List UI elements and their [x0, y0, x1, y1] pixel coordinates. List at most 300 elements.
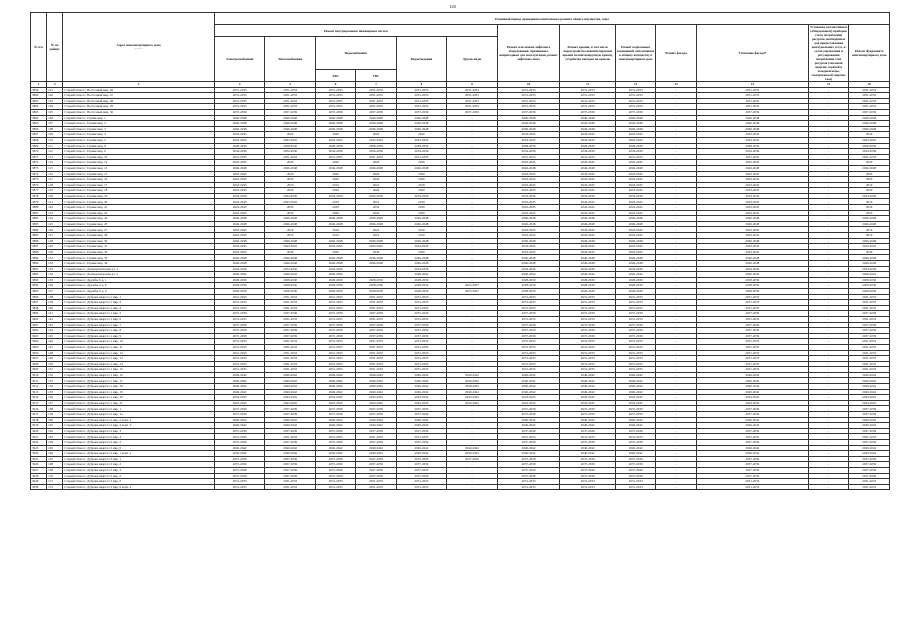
heat-period: 2030 — [265, 249, 316, 255]
hvs-period: 2037-2039 — [315, 333, 355, 339]
address: Старый Оскол г, Восточный мкр, 46 — [63, 87, 215, 93]
facade-period: 2031-2033 — [615, 93, 655, 99]
roof-period: 2046-2048 — [497, 165, 560, 171]
foundation-period: - — [808, 423, 848, 429]
drainage-period: 2043-2045 — [396, 137, 447, 143]
other-period: 2037-2039 — [849, 412, 890, 418]
gvs-period: 2019 — [356, 227, 396, 233]
address: Старый Оскол г, Дубрава квартал 1 мкр, 7 — [63, 322, 215, 328]
elevator-period: - — [447, 193, 498, 199]
area-number: 161 — [47, 423, 63, 429]
hvs-period: 2037-2039 — [315, 412, 355, 418]
address: Старый Оскол г, Горняк мкр, 10 — [63, 154, 215, 160]
drainage-period: 2028-2030 — [396, 143, 447, 149]
area-number: 149 — [47, 356, 63, 362]
electricity-period: 2043-2045 — [214, 249, 265, 255]
elevator-period: - — [447, 344, 498, 350]
meters-period: 2040-2042 — [696, 451, 808, 457]
roof-period: 2046-2048 — [497, 115, 560, 121]
area-number: 155 — [47, 389, 63, 395]
basement-period: 2046-2048 — [560, 216, 616, 222]
facade-insulation-period: - — [656, 305, 696, 311]
address: Старый Оскол г, Демократическая ул, 3 — [63, 266, 215, 272]
address: Старый Оскол г, Дружбы б-р, 9 — [63, 288, 215, 294]
heat-period: 2031-2033 — [265, 98, 316, 104]
gvs-period: 2034-2036 — [356, 193, 396, 199]
other-period: 2031-2033 — [849, 305, 890, 311]
drainage-period: 2020 — [396, 177, 447, 183]
roof-period: 2031-2033 — [497, 300, 560, 306]
heat-period: 2031-2033 — [265, 344, 316, 350]
other-period: 2043-2045 — [849, 395, 890, 401]
facade-insulation-period: - — [656, 272, 696, 278]
roof-period: 2037-2039 — [497, 109, 560, 115]
elevator-period: - — [447, 126, 498, 132]
elevator-period: - — [447, 311, 498, 317]
roof-period: 2043-2045 — [497, 132, 560, 138]
address: Старый Оскол г, Дубрава квартал 1 мкр, 20 — [63, 395, 215, 401]
roof-period: 2031-2033 — [497, 479, 560, 485]
foundation-period: - — [808, 462, 848, 468]
meters-period: 2037-2039 — [696, 467, 808, 473]
row-number: 3913 — [31, 389, 47, 395]
heat-period: 2019 — [265, 182, 316, 188]
other-period: 2031-2033 — [849, 361, 890, 367]
foundation-period: - — [808, 87, 848, 93]
hvs-period: 2020 — [315, 177, 355, 183]
header-facade: Ремонт фасада — [656, 25, 696, 82]
facade-insulation-period: - — [656, 456, 696, 462]
roof-period: 2028-2030 — [497, 277, 560, 283]
meters-period: 2040-2042 — [696, 389, 808, 395]
meters-period: 2043-2045 — [696, 188, 808, 194]
meters-period: 2043-2045 — [696, 400, 808, 406]
facade-insulation-period: - — [656, 221, 696, 227]
drainage-period: 2019 — [396, 227, 447, 233]
basement-period: 2037-2039 — [560, 406, 616, 412]
other-period: 2046-2048 — [849, 165, 890, 171]
foundation-period: - — [808, 283, 848, 289]
gvs-period: 2019 — [356, 182, 396, 188]
elevator-period: - — [447, 339, 498, 345]
hvs-period: 2040-2042 — [315, 384, 355, 390]
meters-period: 2043-2045 — [696, 244, 808, 250]
facade-insulation-period: - — [656, 300, 696, 306]
other-period: 2031-2033 — [849, 484, 890, 490]
hvs-period: 2043-2045 — [315, 137, 355, 143]
basement-period: 2031-2033 — [560, 350, 616, 356]
row-number: 3874 — [31, 171, 47, 177]
roof-period: 2037-2039 — [497, 467, 560, 473]
row-number: 3882 — [31, 216, 47, 222]
facade-insulation-period: - — [656, 356, 696, 362]
basement-period: 2037-2039 — [560, 311, 616, 317]
column-number: 16 — [849, 82, 890, 88]
facade-insulation-period: - — [656, 165, 696, 171]
gvs-period: 2031-2033 — [356, 434, 396, 440]
electricity-period: 2031-2033 — [214, 344, 265, 350]
facade-period: 2031-2033 — [615, 339, 655, 345]
hvs-period: 2034-2036 — [315, 193, 355, 199]
drainage-period: 2046-2048 — [396, 121, 447, 127]
facade-period: 2040-2042 — [615, 372, 655, 378]
facade-period: 2034-2036 — [615, 193, 655, 199]
roof-period: 2046-2048 — [497, 121, 560, 127]
heat-period: 2031-2033 — [265, 479, 316, 485]
basement-period: 2046-2048 — [560, 126, 616, 132]
other-period: 2037-2039 — [849, 456, 890, 462]
gvs-period: 2031-2033 — [356, 367, 396, 373]
elevator-period: - — [447, 412, 498, 418]
row-number: 3904 — [31, 339, 47, 345]
row-number: 3919 — [31, 423, 47, 429]
gvs-period: 2031-2033 — [356, 305, 396, 311]
meters-period: 2040-2042 — [696, 272, 808, 278]
heat-period: 2046-2048 — [265, 221, 316, 227]
other-period: 2040-2042 — [849, 423, 890, 429]
basement-period: 2043-2045 — [560, 205, 616, 211]
meters-period: 2031-2033 — [696, 350, 808, 356]
area-number: 112 — [47, 149, 63, 155]
facade-insulation-period: - — [656, 311, 696, 317]
heat-period: 2043-2045 — [265, 400, 316, 406]
header-address — [63, 13, 215, 82]
meters-period: 2031-2033 — [696, 479, 808, 485]
elevator-period: - — [447, 484, 498, 490]
other-period: 2037-2039 — [849, 328, 890, 334]
gvs-period: 2019 — [356, 233, 396, 239]
heat-period: 2040-2042 — [265, 423, 316, 429]
address: Старый Оскол г, Восточный мкр, 47 — [63, 93, 215, 99]
facade-insulation-period: - — [656, 423, 696, 429]
foundation-period: - — [808, 205, 848, 211]
gvs-period: 2037-2039 — [356, 456, 396, 462]
drainage-period: 2031-2033 — [396, 316, 447, 322]
address: Старый Оскол г, Дубрава квартал 1 мкр, 5 — [63, 311, 215, 317]
electricity-period: 2028-2030 — [214, 288, 265, 294]
other-period: 2019 — [849, 199, 890, 205]
elevator-period: - — [447, 423, 498, 429]
basement-period: 2043-2045 — [560, 233, 616, 239]
area-number: 143 — [47, 322, 63, 328]
meters-period: 2028-2030 — [696, 277, 808, 283]
gvs-period: 2037-2039 — [356, 473, 396, 479]
heat-period: 2031-2033 — [265, 87, 316, 93]
elevator-period: - — [447, 188, 498, 194]
other-period: 2040-2042 — [849, 445, 890, 451]
basement-period: 2043-2045 — [560, 177, 616, 183]
facade-period: 2031-2033 — [615, 361, 655, 367]
row-number: 3891 — [31, 266, 47, 272]
area-number: 103 — [47, 98, 63, 104]
meters-period: 2031-2033 — [696, 154, 808, 160]
heat-period: 2028-2030 — [265, 143, 316, 149]
elevator-period: - — [447, 434, 498, 440]
other-period: 2040-2042 — [849, 417, 890, 423]
facade-insulation-period: - — [656, 462, 696, 468]
gvs-period: 2020 — [356, 171, 396, 177]
area-number: 105 — [47, 109, 63, 115]
address: Старый Оскол г, Дубрава квартал 2 мкр, 2 корп. б — [63, 423, 215, 429]
elevator-period: 2040-2042 — [447, 389, 498, 395]
area-number: 113 — [47, 154, 63, 160]
elevator-period: - — [447, 154, 498, 160]
drainage-period: 2031-2033 — [396, 300, 447, 306]
column-number: 13 — [656, 82, 696, 88]
hvs-period: 2028-2030 — [315, 283, 355, 289]
elevator-period: - — [447, 143, 498, 149]
gvs-period: 2040-2042 — [356, 417, 396, 423]
basement-period: 2043-2045 — [560, 182, 616, 188]
roof-period: 2040-2042 — [497, 389, 560, 395]
foundation-period: - — [808, 249, 848, 255]
address: Старый Оскол г, Горняк мкр, 33 — [63, 255, 215, 261]
facade-period: 2046-2048 — [615, 216, 655, 222]
hvs-period: 2019 — [315, 227, 355, 233]
row-number: 3901 — [31, 322, 47, 328]
other-period: 2040-2042 — [849, 384, 890, 390]
gvs-period: 2040-2042 — [356, 451, 396, 457]
other-period: 2019 — [849, 182, 890, 188]
meters-period: 2031-2033 — [696, 104, 808, 110]
row-number: 3908 — [31, 361, 47, 367]
basement-period: 2037-2039 — [560, 322, 616, 328]
foundation-period: - — [808, 378, 848, 384]
heat-period: 2020 — [265, 177, 316, 183]
area-number: 172 — [47, 484, 63, 490]
drainage-period: 2037-2039 — [396, 467, 447, 473]
address: Старый Оскол г, Горняк мкр, 20 — [63, 199, 215, 205]
row-number: 3887 — [31, 244, 47, 250]
roof-period: 2046-2048 — [497, 238, 560, 244]
elevator-period: - — [447, 132, 498, 138]
foundation-period: - — [808, 350, 848, 356]
facade-period: 2043-2045 — [615, 205, 655, 211]
gvs-period: 2031-2033 — [356, 98, 396, 104]
basement-period: 2040-2042 — [560, 372, 616, 378]
facade-insulation-period: - — [656, 171, 696, 177]
hvs-period: 2028-2030 — [315, 277, 355, 283]
facade-period: 2040-2042 — [615, 417, 655, 423]
area-number: 147 — [47, 344, 63, 350]
roof-period: 2043-2045 — [497, 177, 560, 183]
row-number: 3926 — [31, 462, 47, 468]
area-number: 127 — [47, 233, 63, 239]
facade-insulation-period: - — [656, 445, 696, 451]
roof-period: 2028-2030 — [497, 288, 560, 294]
roof-period: 2037-2039 — [497, 428, 560, 434]
meters-period: 2037-2039 — [696, 322, 808, 328]
roof-period: 2043-2045 — [497, 171, 560, 177]
facade-insulation-period: - — [656, 339, 696, 345]
basement-period: 2037-2039 — [560, 109, 616, 115]
address: Старый Оскол г, Дубрава квартал 1 мкр, 6 — [63, 316, 215, 322]
drainage-period: 2040-2042 — [396, 445, 447, 451]
basement-period: 2031-2033 — [560, 98, 616, 104]
area-number: 167 — [47, 456, 63, 462]
foundation-period: - — [808, 445, 848, 451]
foundation-period: - — [808, 266, 848, 272]
meters-period: 2043-2045 — [696, 205, 808, 211]
basement-period: 2046-2048 — [560, 255, 616, 261]
area-number: 139 — [47, 300, 63, 306]
hvs-period: 2043-2045 — [315, 400, 355, 406]
foundation-period: - — [808, 188, 848, 194]
gvs-period: 2031-2033 — [356, 87, 396, 93]
facade-period: 2037-2039 — [615, 456, 655, 462]
area-number: 151 — [47, 367, 63, 373]
drainage-period: 2043-2045 — [396, 400, 447, 406]
drainage-period: 2031-2033 — [396, 434, 447, 440]
area-number: 168 — [47, 462, 63, 468]
other-period: 2046-2048 — [849, 221, 890, 227]
column-number: 9 — [447, 82, 498, 88]
basement-period: 2031-2033 — [560, 104, 616, 110]
header-address-sub: дом уст — [134, 47, 143, 50]
row-number: 3902 — [31, 328, 47, 334]
facade-period: 2043-2045 — [615, 171, 655, 177]
meters-period: 2031-2033 — [696, 367, 808, 373]
roof-period: 2031-2033 — [497, 93, 560, 99]
area-number: 132 — [47, 261, 63, 267]
address: Старый Оскол г, Дружбы б-р, 8 — [63, 283, 215, 289]
gvs-period: 2031-2033 — [356, 350, 396, 356]
meters-period: 2028-2030 — [696, 283, 808, 289]
foundation-period: - — [808, 467, 848, 473]
meters-period: 2037-2039 — [696, 328, 808, 334]
foundation-period: - — [808, 132, 848, 138]
other-period: 2034-2036 — [849, 266, 890, 272]
basement-period: 2043-2045 — [560, 400, 616, 406]
address: Старый Оскол г, Дубрава квартал 3 мкр, 6 — [63, 479, 215, 485]
meters-period: 2037-2039 — [696, 462, 808, 468]
electricity-period: 2040-2042 — [214, 378, 265, 384]
heat-period: 2028-2030 — [265, 283, 316, 289]
meters-period: 2046-2048 — [696, 126, 808, 132]
gvs-period: 2040-2042 — [356, 445, 396, 451]
row-number: 3886 — [31, 238, 47, 244]
facade-period: 2031-2033 — [615, 87, 655, 93]
facade-period: 2037-2039 — [615, 333, 655, 339]
drainage-period: 2037-2039 — [396, 440, 447, 446]
hvs-period: 2037-2039 — [315, 311, 355, 317]
row-number: 3890 — [31, 261, 47, 267]
area-number: 169 — [47, 467, 63, 473]
electricity-period: 2046-2048 — [214, 165, 265, 171]
heat-period: 2037-2039 — [265, 333, 316, 339]
facade-period: 2046-2048 — [615, 238, 655, 244]
address: Старый Оскол г, Горняк мкр, 3 — [63, 126, 215, 132]
meters-period: 2040-2042 — [696, 445, 808, 451]
elevator-period: - — [447, 277, 498, 283]
gvs-period: 2031-2033 — [356, 294, 396, 300]
facade-period: 2040-2042 — [615, 389, 655, 395]
table-header — [31, 13, 890, 88]
elevator-period: 2031-2033 — [447, 104, 498, 110]
foundation-period: - — [808, 255, 848, 261]
meters-period: 2034-2036 — [696, 266, 808, 272]
facade-insulation-period: - — [656, 395, 696, 401]
area-number: 101 — [47, 87, 63, 93]
foundation-period: - — [808, 417, 848, 423]
meters-period: 2046-2048 — [696, 165, 808, 171]
row-number: 3881 — [31, 210, 47, 216]
electricity-period: 2037-2039 — [214, 109, 265, 115]
electricity-period: 2031-2033 — [214, 339, 265, 345]
electricity-period: 2040-2042 — [214, 372, 265, 378]
roof-period: 2031-2033 — [497, 98, 560, 104]
meters-period: 2040-2042 — [696, 417, 808, 423]
hvs-period: 2031-2033 — [315, 339, 355, 345]
facade-period: 2040-2042 — [615, 423, 655, 429]
hvs-period: 2046-2048 — [315, 216, 355, 222]
hvs-period: 2020 — [315, 188, 355, 194]
column-number: 4 — [214, 82, 265, 88]
elevator-period: - — [447, 266, 498, 272]
elevator-period: - — [447, 160, 498, 166]
area-number: 119 — [47, 188, 63, 194]
address: Старый Оскол г, Горняк мкр, 27 — [63, 227, 215, 233]
electricity-period: 2037-2039 — [214, 462, 265, 468]
elevator-period: - — [447, 462, 498, 468]
area-number: 110 — [47, 137, 63, 143]
gvs-period: 2031-2033 — [356, 300, 396, 306]
basement-period: 2040-2042 — [560, 272, 616, 278]
elevator-period: - — [447, 199, 498, 205]
facade-insulation-period: - — [656, 193, 696, 199]
gvs-period: 2031-2033 — [356, 356, 396, 362]
hvs-period: 2034-2036 — [315, 266, 355, 272]
drainage-period: 2031-2033 — [396, 87, 447, 93]
area-number: 115 — [47, 165, 63, 171]
electricity-period: 2040-2042 — [214, 417, 265, 423]
gvs-period: 2037-2039 — [356, 109, 396, 115]
drainage-period: 2020 — [396, 160, 447, 166]
gvs-period: 2037-2039 — [356, 328, 396, 334]
elevator-period: 2031-2033 — [447, 93, 498, 99]
area-number: 120 — [47, 193, 63, 199]
facade-insulation-period: - — [656, 288, 696, 294]
area-number: 142 — [47, 316, 63, 322]
row-number: 3883 — [31, 221, 47, 227]
facade-insulation-period: - — [656, 177, 696, 183]
meters-period: 2031-2033 — [696, 98, 808, 104]
facade-insulation-period: - — [656, 384, 696, 390]
address: Старый Оскол г, Демократическая ул, 5 — [63, 272, 215, 278]
row-number: 3867 — [31, 132, 47, 138]
electricity-period: 2043-2045 — [214, 400, 265, 406]
drainage-period: 2030 — [396, 249, 447, 255]
meters-period: 2037-2039 — [696, 311, 808, 317]
row-number: 3872 — [31, 160, 47, 166]
hvs-period: 2040-2042 — [315, 372, 355, 378]
electricity-period: 2028-2030 — [214, 283, 265, 289]
gvs-period: 2020 — [356, 210, 396, 216]
foundation-period: - — [808, 440, 848, 446]
gvs-period: - — [356, 266, 396, 272]
row-number: 3892 — [31, 272, 47, 278]
electricity-period: 2046-2048 — [214, 238, 265, 244]
foundation-period: - — [808, 361, 848, 367]
other-period: 2028-2030 — [849, 143, 890, 149]
other-period: 2040-2042 — [849, 378, 890, 384]
roof-period: 2031-2033 — [497, 484, 560, 490]
heat-period: 2031-2033 — [265, 93, 316, 99]
facade-insulation-period: - — [656, 233, 696, 239]
electricity-period: 2043-2045 — [214, 233, 265, 239]
other-period: 2037-2039 — [849, 462, 890, 468]
basement-period: 2037-2039 — [560, 412, 616, 418]
